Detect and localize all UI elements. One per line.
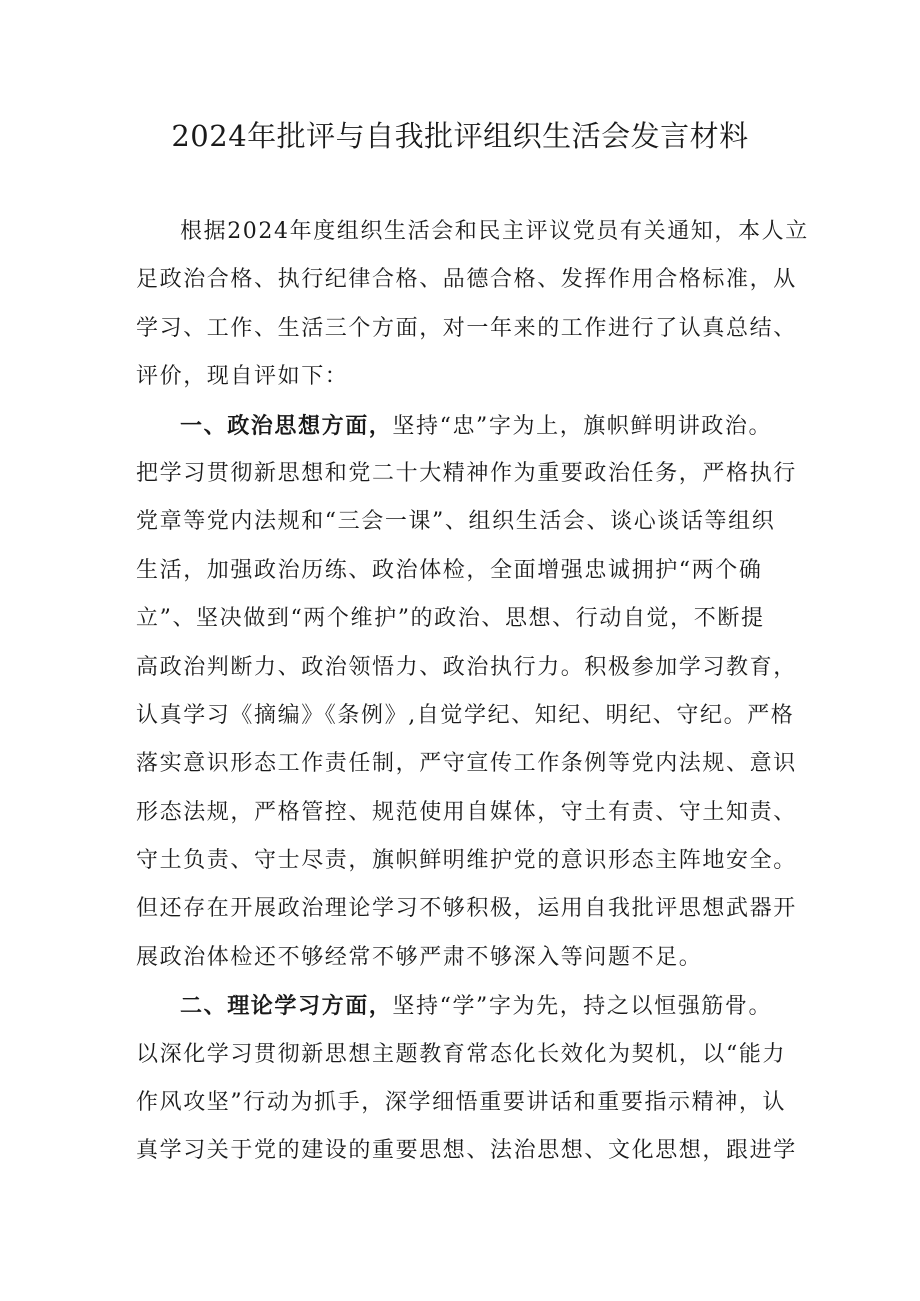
section-first-line — [136, 402, 796, 450]
intro-paragraph — [136, 208, 809, 402]
text-line: 认真学习《摘编》《条例》,自觉学纪、知纪、明纪、守纪。严格 — [136, 702, 795, 728]
text-line: 形态法规，严格管控、规范使用自媒体，守土有责、守土知责、 — [136, 799, 797, 825]
text-line: 但还存在开展政治理论学习不够积极，运用自我批评思想武器开 — [136, 896, 797, 922]
text-line: 作风攻坚”行动为抓手，深学细悟重要讲话和重要指示精神，认 — [136, 1090, 787, 1116]
text-line: 根据2024年度组织生活会和民主评议党员有关通知，本人立 — [180, 219, 809, 244]
section-political-thought — [136, 402, 796, 983]
document-body — [136, 208, 809, 1176]
text-line: 守土负责、守士尽责，旗帜鲜明维护党的意识形态主阵地安全。 — [136, 848, 797, 874]
text-line: 生活，加强政治历练、政治体检，全面增强忠诚拥护“两个确 — [136, 557, 763, 583]
page-title: 2024年批评与自我批评组织生活会发言材料 — [171, 119, 749, 153]
text-line: 党章等党内法规和“三会一课”、组织生活会、谈心谈话等组织 — [136, 509, 776, 535]
text-line: 把学习贯彻新思想和党二十大精神作为重要政治任务，严格执行 — [136, 460, 797, 486]
text-line: 评价，现自评如下： — [136, 364, 349, 390]
text-line: 立”、坚决做到“两个维护”的政治、思想、行动自觉，不断提 — [136, 606, 765, 632]
section-heading: 一、政治思想方面， — [180, 412, 393, 439]
section-theory-study — [136, 982, 796, 1176]
text-line: 学习、工作、生活三个方面，对一年来的工作进行了认真总结、 — [136, 315, 797, 341]
section-lead-text: 坚持“忠”字为上，旗帜鲜明讲政治。 — [392, 413, 773, 439]
section-first-line — [136, 982, 796, 1030]
text-line: 高政治判断力、政治领悟力、政治执行力。积极参加学习教育， — [136, 654, 797, 680]
text-line: 真学习关于党的建设的重要思想、法治思想、文化思想，跟进学 — [136, 1138, 797, 1164]
text-line: 展政治体检还不够经常不够严肃不够深入等问题不足。 — [136, 944, 703, 970]
text-line: 以深化学习贯彻新思想主题教育常态化长效化为契机，以“能力 — [136, 1041, 787, 1067]
text-line: 足政治合格、执行纪律合格、品德合格、发挥作用合格标准，从 — [136, 267, 797, 293]
text-line: 落实意识形态工作责任制，严守宣传工作条例等党内法规、意识 — [136, 751, 797, 777]
section-heading: 二、理论学习方面， — [180, 993, 393, 1020]
section-lead-text: 坚持“学”字为先，持之以恒强筋骨。 — [392, 994, 773, 1020]
